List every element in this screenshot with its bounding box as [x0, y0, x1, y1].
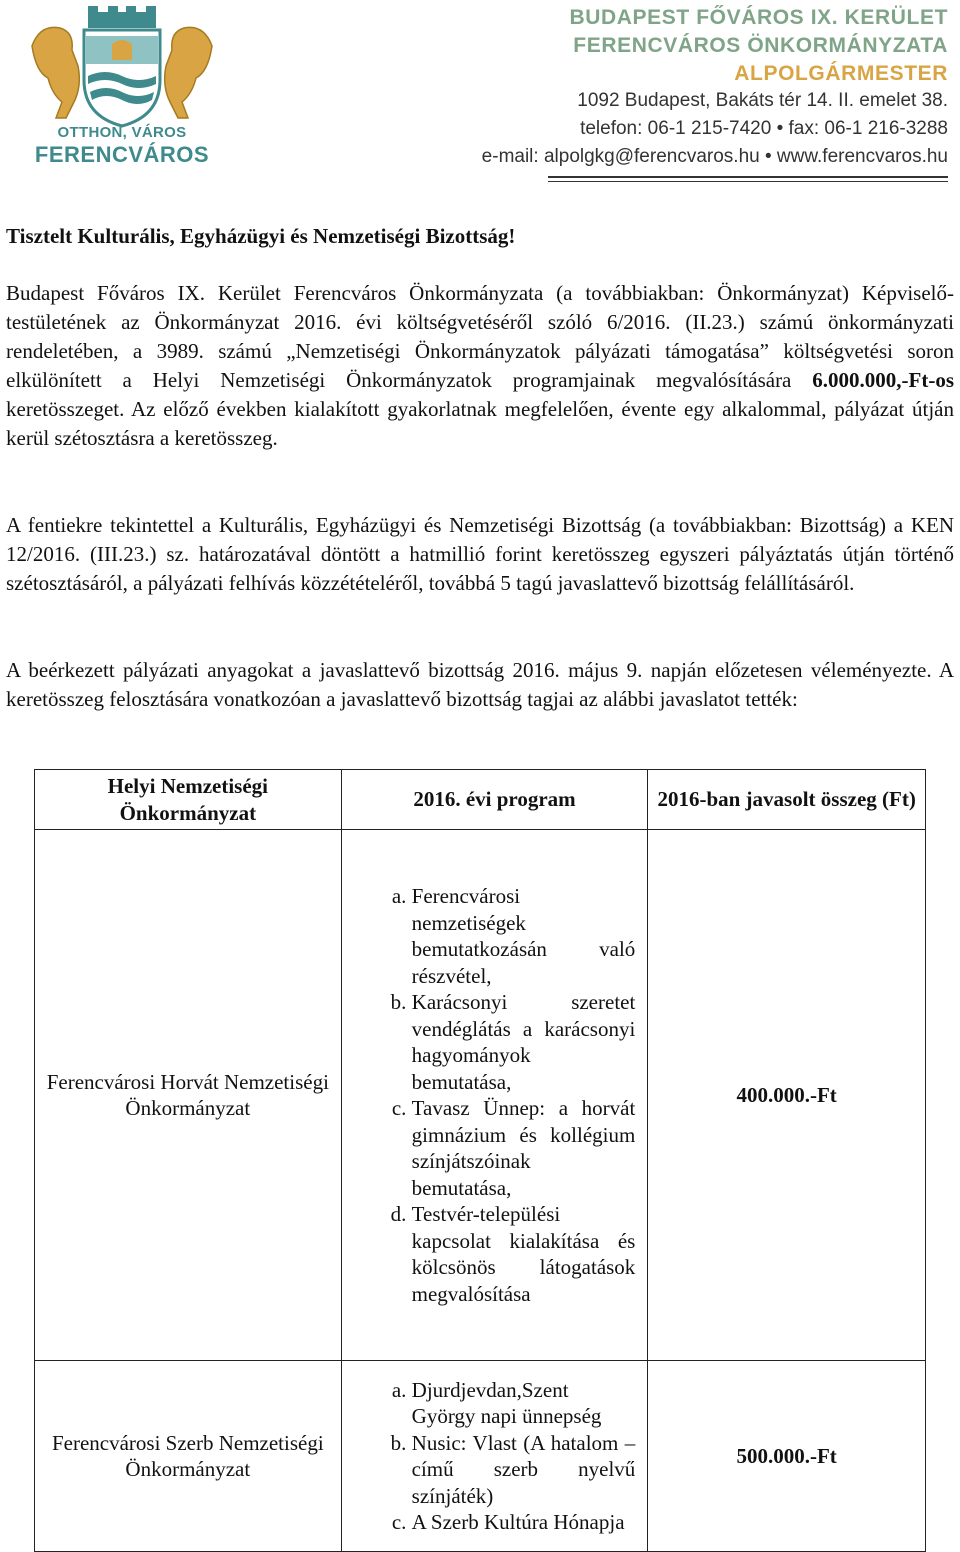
- paragraph-committee-decision: A fentiekre tekintettel a Kulturális, Egyházügyi és Nemzetiségi Bizottság (a továbbiakban: Bizottság) a KEN 12/2016. (III.23.) sz. határozatával döntött a hatmillió forint keretösszeg egyszeri pályáztatás útján történő szétosztásáról, a pályázati felhívás közzétételéről, továbbá 5 tagú javaslattevő bizottság felállításáról.: [6, 513, 954, 595]
- header-amount: 2016-ban javasolt összeg (Ft): [648, 770, 926, 830]
- program-list: [372, 883, 636, 1307]
- proposed-amount: 400.000.-Ft: [648, 830, 926, 1361]
- postal-address: 1092 Budapest, Bakáts tér 14. II. emelet 38.: [577, 90, 948, 111]
- program-item: d. Testvér-települési kapcsolat kialakítása és kölcsönös látogatások megvalósítása: [412, 1201, 636, 1307]
- proposed-amount: 500.000.-Ft: [648, 1361, 926, 1552]
- budget-amount: 6.000.000,-Ft-os: [812, 368, 954, 392]
- table-header-row: [35, 770, 926, 830]
- organization-name: Ferencvárosi Szerb Nemzetiségi Önkormányzat: [35, 1361, 342, 1552]
- salutation: Tisztelt Kulturális, Egyházügyi és Nemzetiségi Bizottság!: [6, 224, 516, 248]
- table-row: [35, 830, 926, 1361]
- header-organization: Helyi Nemzetiségi Önkormányzat: [35, 770, 342, 830]
- paragraph-proposal-intro: A beérkezett pályázati anyagokat a javaslattevő bizottság 2016. május 9. napján előzetesen véleményezte. A keretösszeg felosztására vonatkozóan a javaslattevő bizottság tagjai az alábbi javaslatot tették:: [6, 658, 954, 711]
- program-item: c. A Szerb Kultúra Hónapja: [412, 1509, 636, 1536]
- header-divider-thin: [548, 181, 948, 182]
- program-item: a. Djurdjevdan,Szent György napi ünnepség: [412, 1377, 636, 1430]
- logo-slogan: OTTHON, VÁROS: [57, 124, 187, 141]
- program-item: b. Nusic: Vlast (A hatalom –című szerb nyelvű színjáték): [412, 1430, 636, 1510]
- program-list-cell: [341, 830, 648, 1361]
- logo-city-name: FERENCVÁROS: [34, 142, 210, 167]
- program-item: b. Karácsonyi szeretet vendéglátás a karácsonyi hagyományok bemutatása,: [412, 989, 636, 1095]
- organization-name: Ferencvárosi Horvát Nemzetiségi Önkormányzat: [35, 830, 342, 1361]
- header-program: 2016. évi program: [341, 770, 648, 830]
- allocation-table: [34, 769, 926, 1552]
- paragraph-budget: Budapest Főváros IX. Kerület Ferencváros Önkormányzata (a továbbiakban: Önkormányzat) Képviselő-testületének az Önkormányzat 2016. évi költségvetéséről szóló 6/2016. (II.23.) számú önkormányzati rendeletében, a 3989. számú „Nemzetiségi Önkormányzatok pályázati támogatása” költségvetési soron elkülönített a Helyi Nemzetiségi Önkormányzatok programjainak megvalósítására 6.000.000,-Ft-os keretösszeget. Az előző években kialakított gyakorlatnak megfelelően, évente egy alkalommal, pályázat útján kerül szétosztásra a keretösszeg.: [6, 281, 954, 450]
- office-title: ALPOLGÁRMESTER: [734, 62, 948, 85]
- program-item: c. Tavasz Ünnep: a horvát gimnázium és kollégium színjátszóinak bemutatása,: [412, 1095, 636, 1201]
- header-divider: [548, 176, 948, 178]
- program-item: a. Ferencvárosi nemzetiségek bemutatkozásán való részvétel,: [412, 883, 636, 989]
- program-list-cell: [341, 1361, 648, 1552]
- program-list: [372, 1377, 636, 1536]
- phone-fax: telefon: 06-1 215-7420 • fax: 06-1 216-3288: [580, 118, 948, 139]
- email-web: e-mail: alpolgkg@ferencvaros.hu • www.ferencvaros.hu: [481, 146, 948, 167]
- table-row: [35, 1361, 926, 1552]
- org-name-line2: FERENCVÁROS ÖNKORMÁNYZATA: [573, 34, 948, 57]
- org-name-line1: BUDAPEST FŐVÁROS IX. KERÜLET: [569, 6, 948, 29]
- lion-crest-icon: [22, 6, 222, 131]
